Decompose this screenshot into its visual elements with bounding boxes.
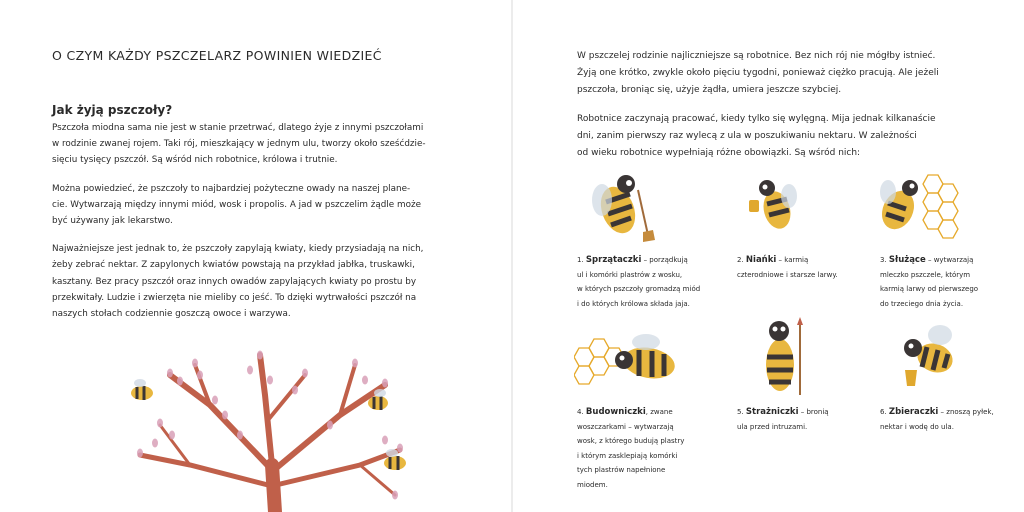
line: nektar i wodę do ula. bbox=[880, 422, 954, 431]
line: , zwane bbox=[645, 408, 673, 416]
job-number: 5. bbox=[737, 408, 744, 416]
job-cleaners bbox=[577, 253, 700, 311]
line: sięciu tysięcy pszczół. Są wśród nich robotnice, królowa i trutnie. bbox=[52, 155, 338, 166]
builder-bee-illustration bbox=[574, 318, 684, 398]
line: ula przed intruzami. bbox=[737, 422, 808, 431]
line: miodem. bbox=[577, 480, 608, 489]
paragraph-duties bbox=[577, 111, 977, 161]
paragraph-pollination bbox=[52, 241, 452, 322]
line: W pszczelej rodzinie najliczniejsze są robotnice. Bez nich rój nie mógłby istnieć. bbox=[577, 51, 936, 61]
job-number: 2. bbox=[737, 256, 744, 264]
job-servants bbox=[880, 253, 978, 311]
nurse-bee-illustration bbox=[745, 178, 800, 233]
line: – karmią bbox=[776, 256, 809, 264]
job-name: Zbieraczki bbox=[888, 407, 939, 417]
paragraph-useful bbox=[52, 181, 452, 230]
line: Można powiedzieć, że pszczoły to najbardziej pożyteczne owady na naszej plane- bbox=[52, 183, 411, 194]
line: do trzeciego dnia życia. bbox=[880, 299, 964, 308]
line: wosk, z którego budują plastry bbox=[577, 437, 685, 446]
job-name: Sprzątaczki bbox=[585, 255, 642, 265]
book-gutter bbox=[511, 0, 513, 512]
job-guards bbox=[737, 405, 829, 434]
line: tych plastrów napełnione bbox=[577, 466, 666, 475]
line: – porządkują bbox=[641, 256, 688, 264]
job-number: 3. bbox=[880, 256, 887, 264]
section-kicker: O CZYM KAŻDY PSZCZELARZ POWINIEN WIEDZIEĆ bbox=[52, 48, 382, 63]
line: – znoszą pyłek, bbox=[938, 408, 994, 416]
line: mleczko pszczele, którym bbox=[880, 270, 971, 279]
left-page bbox=[52, 48, 452, 334]
line: – bronią bbox=[798, 408, 829, 416]
job-number: 6. bbox=[880, 408, 887, 416]
line: karmią larwy od pierwszego bbox=[880, 285, 979, 294]
page-heading: Jak żyją pszczoły? bbox=[52, 103, 173, 117]
line: cie. Wytwarzają między innymi miód, wosk i propolis. A jad w pszczelim żądle może bbox=[52, 199, 421, 210]
guard-bee-illustration bbox=[755, 315, 815, 400]
job-name: Budowniczki bbox=[585, 407, 646, 417]
job-number: 4. bbox=[577, 408, 584, 416]
line: Żyją one krótko, zwykle około pięciu tygodni, ponieważ ciężko pracują. Ale jeżeli bbox=[577, 67, 939, 78]
line: kasztany. Bez pracy pszczół oraz innych owadów zapylających kwiaty po prostu by bbox=[52, 276, 417, 287]
paragraph-swarm bbox=[52, 120, 452, 169]
line: żeby zebrać nektar. Z zapylonych kwiatów powstają na przykład jabłka, truskawki, bbox=[52, 260, 415, 271]
line: być używany jak lekarstwo. bbox=[52, 216, 173, 227]
paragraph-workers bbox=[577, 48, 977, 98]
job-nannies bbox=[737, 253, 838, 282]
line: w rodzinie zwanej rojem. Taki rój, mieszkający w jednym ulu, tworzy około sześćdzie- bbox=[52, 139, 426, 150]
job-builders bbox=[577, 405, 684, 493]
job-name: Strażniczki bbox=[745, 407, 799, 417]
line: dni, zanim pierwszy raz wylecą z ula w poszukiwaniu nektaru. W zależności bbox=[577, 131, 917, 142]
line: czterodniowe i starsze larwy. bbox=[737, 270, 838, 279]
blossom-tree-illustration bbox=[100, 345, 430, 512]
right-page bbox=[577, 48, 977, 175]
line: i którym zasklepiają komórki bbox=[577, 451, 678, 460]
line: od wieku robotnice wypełniają różne obowiązki. Są wśród nich: bbox=[577, 147, 861, 158]
line: Robotnice zaczynają pracować, kiedy tylko się wylęgną. Mija jednak kilkanaście bbox=[577, 114, 936, 125]
line: ul i komórki plastrów z wosku, bbox=[577, 270, 683, 279]
line: naszych stołach codziennie goszczą owoce i warzywa. bbox=[52, 309, 291, 320]
servant-bee-illustration bbox=[878, 170, 973, 245]
line: przekwitały. Ludzie i zwierzęta nie mieliby co jeść. To dzięki wytrwałości pszczół na bbox=[52, 292, 417, 303]
line: Pszczoła miodna sama nie jest w stanie przetrwać, dlatego żyje z innymi pszczołami bbox=[52, 123, 424, 133]
job-foragers bbox=[880, 405, 994, 434]
flying-bee bbox=[131, 379, 153, 400]
line: i do których królowa składa jaja. bbox=[577, 299, 690, 308]
flying-bee bbox=[384, 449, 406, 470]
job-name: Niańki bbox=[745, 255, 777, 265]
forager-bee-illustration bbox=[895, 320, 965, 395]
line: pszczoła, broniąc się, użyje żądła, umiera jeszcze szybciej. bbox=[577, 84, 842, 95]
line: woszczarkami – wytwarzają bbox=[577, 422, 674, 431]
line: – wytwarzają bbox=[925, 256, 974, 264]
job-number: 1. bbox=[577, 256, 584, 264]
line: Najważniejsze jest jednak to, że pszczoły zapylają kwiaty, kiedy przysiadają na nich, bbox=[52, 244, 424, 255]
job-name: Służące bbox=[888, 255, 926, 265]
cleaner-bee-illustration bbox=[588, 170, 658, 245]
line: w których pszczoły gromadzą miód bbox=[577, 285, 701, 294]
